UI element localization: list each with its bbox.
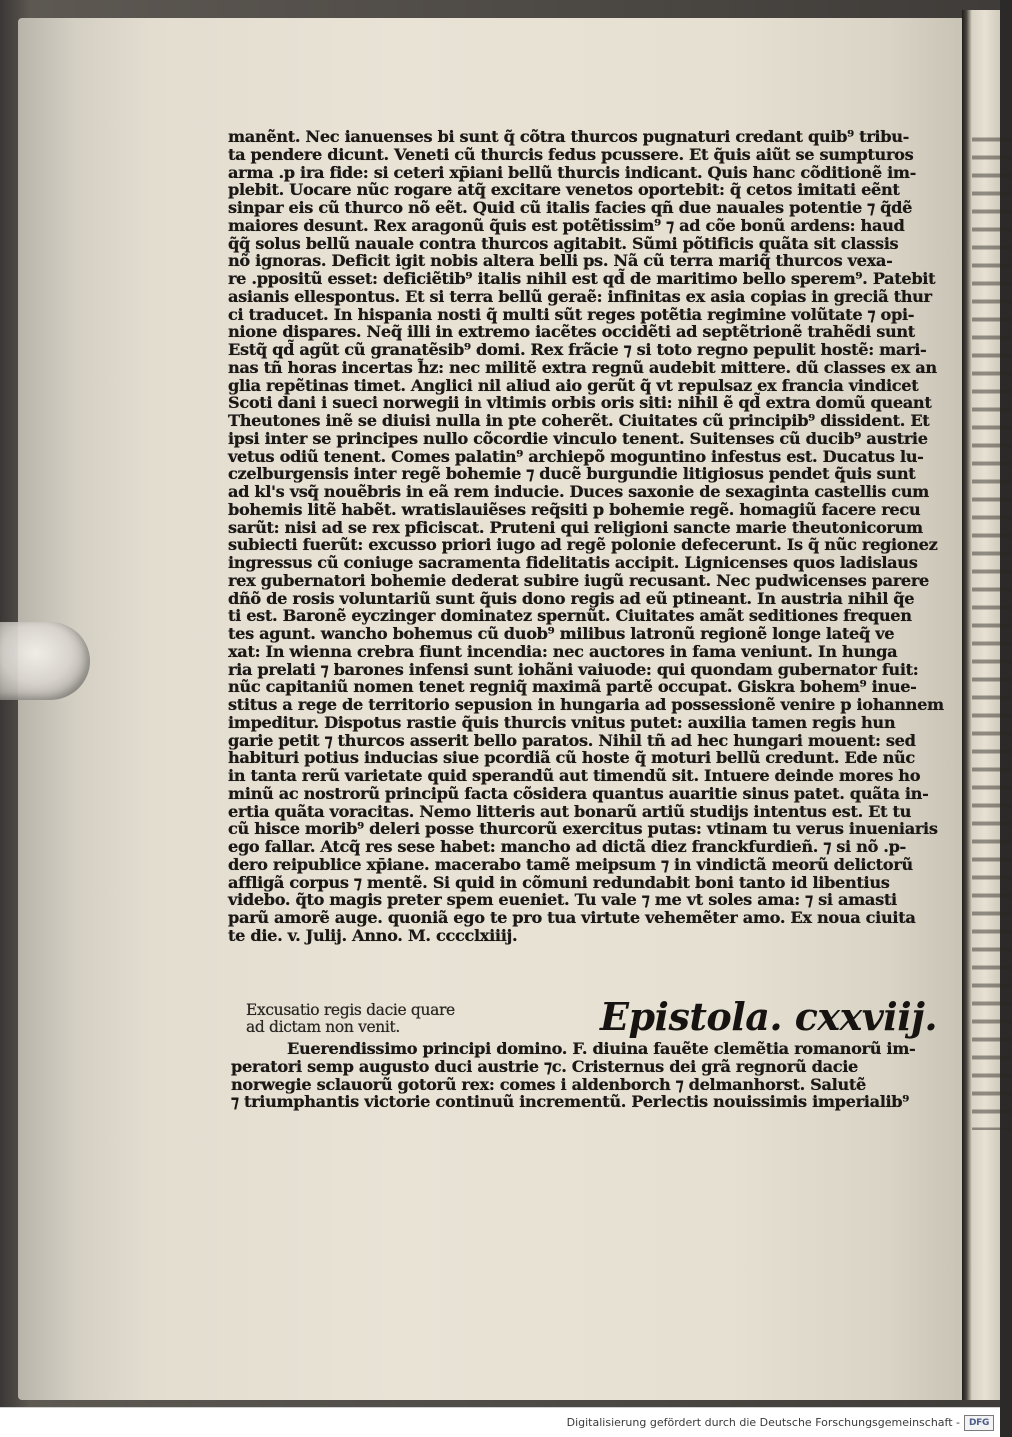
text-line: minũ ac nostrorũ principũ facta cõsidera quantus auaritie sinus patet. quãta in- <box>228 783 929 803</box>
letter-text-block <box>231 1039 916 1112</box>
text-line: nione dispares. Neq̃ illi in extremo iacẽtes occidẽti ad septẽtrionẽ trahẽdi sunt <box>228 322 915 342</box>
text-line: nõ ignoras. Deficit igit nobis altera belli ps. Nã cũ terra mariq̃ thurcos vexa- <box>228 251 893 271</box>
text-line: in tanta rerũ varietate quid sperandũ aut timendũ sit. Intuere deinde mores ho <box>228 766 921 785</box>
text-line: re .ppositũ esset: deficiẽtib⁹ italis nihil est qd̃ de maritimo bello sperem⁹. Patebit <box>228 269 936 288</box>
text-line: ertia quãta voracitas. Nemo litteris aut bonarũ artiũ studijs intentus est. Et tu <box>228 801 912 821</box>
letter-line: Euerendissimo principi domino. F. diuina fauẽte clemẽtia romanorũ im- <box>287 1039 916 1058</box>
text-line: ci traducet. In hispania nosti q̃ multi sũt reges potẽtia regimine volũtate ⁊ opi- <box>228 304 915 324</box>
letter-line: norwegie sclauorũ gotorũ rex: comes i aldenborch ⁊ delmanhorst. Salutẽ <box>231 1074 866 1094</box>
text-line: arma .p ira fide: si ceteri xp̄iani bellũ thurcis indicant. Quis hanc cõditionẽ im- <box>228 162 917 182</box>
text-line: habituri potius inducias siue pcordiã cũ hoste q̃ moturi bellũ credunt. Ede nũc <box>228 748 915 768</box>
text-line: dero reipublice xp̄iane. macerabo tamẽ meipsum ⁊ in vindictã meorũ delictorũ <box>228 854 913 874</box>
letter-line: ⁊ triumphantis victorie continuũ incrementũ. Perlectis nouissimis imperialib⁹ <box>231 1092 910 1112</box>
text-line: affligã corpus ⁊ mentẽ. Si quid in cõmuni redundabit boni tanto id libentius <box>228 872 890 892</box>
text-line: subiecti fuerũt: excusso priori iugo ad regẽ polonie defecerunt. Is q̃ nũc regionez <box>228 535 938 555</box>
text-line: bohemis litẽ habẽt. wratislauiẽses req̃siti p bohemie regẽ. homagiũ facere recu <box>228 499 921 519</box>
text-line: ingressus cũ coniuge sacramenta fidelitatis accipit. Lignicenses quos ladislaus <box>228 553 918 572</box>
text-line: ti est. Baronẽ eyczinger dominatez spernũt. Ciuitates amãt seditiones frequen <box>228 606 912 626</box>
funding-notice: Digitalisierung gefördert durch die Deutsche Forschungsgemeinschaft - <box>566 1416 960 1429</box>
text-line: nas tñ horas incertas h̃z: nec militẽ extra regnũ audebit mittere. dũ classes ex an <box>228 357 937 377</box>
letter-line: peratori semp augusto duci austrie ⁊c. Cristernus dei grã regnorũ dacie <box>231 1056 858 1076</box>
rubric-line: ad dictam non venit. <box>246 1018 400 1036</box>
text-line: impeditur. Dispotus rastie q̃uis thurcis vnitus putet: auxilia tamen regis hun <box>228 712 896 732</box>
text-line: vetus odiũ tenent. Comes palatin⁹ archiepõ moguntino infestus est. Ducatus lu- <box>228 446 924 466</box>
rubric-heading <box>246 1002 526 1036</box>
main-text-block <box>228 127 944 945</box>
text-line: q̃q̃ solus bellũ nauale contra thurcos agitabit. Sũmi põtificis quãta sit classis <box>228 233 899 253</box>
text-line: ad kl's vsq̃ nouẽbris in eã rem inducie. Duces saxonie de sexaginta castellis cum <box>228 482 929 501</box>
text-line: Scoti dani i sueci norwegii in vltimis orbis oris siti: nihil ẽ qd̃ extra domũ queant <box>228 393 932 413</box>
text-line: videbo. q̃to magis preter spem eueniet. Tu vale ⁊ me vt soles ama: ⁊ si amasti <box>228 890 897 910</box>
text-line: tes agunt. wancho bohemus cũ duob⁹ milibus latronũ regionẽ longe lateq̃ ve <box>228 624 895 643</box>
text-line: parũ amorẽ auge. quoniã ego te pro tua virtute vehemẽter amo. Ex noua ciuita <box>228 908 916 927</box>
text-line: stitus a rege de territorio sepusion in hungaria ad possessionẽ venire p iohannem <box>228 695 944 714</box>
text-line: te die. v. Julij. Anno. M. cccclxiiij. <box>228 925 518 945</box>
text-line: rex gubernatori bohemie dederat subire iugũ recusant. Nec pudwicenses parere <box>228 570 930 590</box>
book-clip <box>0 622 90 700</box>
facing-page-edge <box>962 10 1000 1400</box>
text-line: Estq̃ qd̃ agũt cũ granatẽsib⁹ domi. Rex frãcie ⁊ si toto regno pepulit hostẽ: mari- <box>228 340 927 359</box>
dfg-logo: DFG <box>964 1415 994 1431</box>
rubric-line: Excusatio regis dacie quare <box>246 1001 455 1019</box>
text-line: garie petit ⁊ thurcos asserit bello paratos. Nihil tñ ad hec hungari mouent: sed <box>228 730 916 750</box>
text-line: xat: In wienna crebra fiunt incendia: nec auctores in fama veniunt. In hunga <box>228 641 898 661</box>
text-line: czelburgensis inter regẽ bohemie ⁊ ducẽ burgundie litigiosus pendet q̃uis sunt <box>228 464 916 484</box>
epistola-heading: Epistola. cxxviij. <box>600 994 938 1039</box>
text-line: dñõ de rosis voluntariũ sunt q̃uis dono regis ad eũ ptineant. In austria nihil q̃e <box>228 588 915 608</box>
text-line: maiores desunt. Rex aragonũ q̃uis est potẽtissim⁹ ⁊ ad cõe bonũ ardens: haud <box>228 215 905 235</box>
text-line: ego fallar. Atcq̃ res sese habet: mancho ad dictã diez franckfurdieñ. ⁊ si nõ .p- <box>228 837 906 856</box>
page-edge-stack <box>18 40 32 1380</box>
facing-page-text-fragment <box>972 130 1012 1130</box>
text-line: nũc capitaniũ nomen tenet regniq̃ maximã partẽ occupat. Giskra bohem⁹ inue- <box>228 677 917 697</box>
text-line: ta pendere dicunt. Veneti cũ thurcis fedus pcussere. Et q̃uis aiũt se sumpturos <box>228 144 914 164</box>
text-line: Theutones inẽ se diuisi nulla in pte coherẽt. Ciuitates cũ principib⁹ dissident. Et <box>228 411 930 430</box>
text-line: ria prelati ⁊ barones infensi sunt iohãni vaiuode: qui quondam gubernator fuit: <box>228 659 919 679</box>
text-line: manẽnt. Nec ianuenses bi sunt q̃ cõtra thurcos pugnaturi credant quib⁹ tribu- <box>228 127 909 146</box>
text-line: glia repẽtinas timet. Anglici nil aliud aio gerũt q̃ vt repulsaz ex francia vindicet <box>228 375 919 395</box>
text-line: asianis ellespontus. Et si terra bellũ geraẽ: infinitas ex asia copias in greciã thur <box>228 286 932 306</box>
text-line: plebit. Uocare nũc rogare atq̃ excitare venetos oportebit: q̃ cetos imitati eẽnt <box>228 180 900 200</box>
text-line: sarũt: nisi ad se rex pficiscat. Pruteni qui religioni sancte marie theutonicorum <box>228 517 923 537</box>
text-line: ipsi inter se principes nullo cõcordie vinculo tenent. Suitenses cũ ducib⁹ austrie <box>228 428 928 448</box>
text-line: cũ hisce morib⁹ deleri posse thurcorũ exercitus putas: vtinam tu verus inueniaris <box>228 819 938 839</box>
footer-bar <box>0 1407 1000 1437</box>
text-line: sinpar eis cũ thurco nõ eẽt. Quid cũ italis facies qñ due nauales potentie ⁊ q̃dẽ <box>228 198 913 217</box>
